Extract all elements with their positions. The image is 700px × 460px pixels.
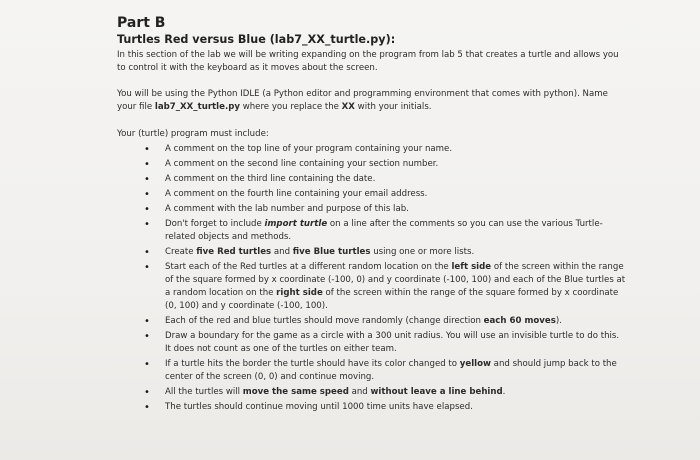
item-bold-text: yellow (459, 359, 491, 369)
item-text: A comment on the second line containing your section number. (165, 159, 439, 169)
item-text: using one or more lists. (370, 247, 475, 257)
item-bold-text: left side (451, 262, 492, 272)
list-item (117, 401, 627, 414)
item-bold-text: move the same speed (242, 387, 349, 397)
bullet-icon: • (144, 174, 150, 185)
item-text: Draw a boundary for the game as a circle with a 300 unit radius. You will use an invisible turtle to do this. It does not count as one of the turtles on either team. (165, 331, 620, 354)
idle-text-middle: where you replace the (239, 102, 342, 112)
item-text: A comment on the third line containing the date. (165, 174, 376, 184)
item-bold-text: right side (276, 288, 323, 298)
list-item (117, 315, 627, 328)
item-text: of the screen within the range of the square formed by x coordinate (0, 100) and y coordinate (-100, 100). (165, 288, 619, 311)
item-text: and (348, 387, 371, 397)
list-item (117, 330, 627, 356)
item-text: Create (165, 247, 197, 257)
list-item (117, 203, 627, 216)
idle-text-prefix: You will be using the Python IDLE (a Python editor and programming environment that comes with python). Name your file (117, 89, 608, 112)
item-text: If a turtle hits the border the turtle should have its color changed to (165, 359, 460, 369)
list-item (117, 218, 627, 244)
bullet-icon: • (144, 262, 150, 273)
item-text: and (271, 247, 293, 257)
idle-paragraph (117, 88, 627, 114)
item-text: The turtles should continue moving until 1000 time units have elapsed. (165, 402, 473, 412)
item-text: on a line after the comments so you can use the various Turtle-related objects and methods. (165, 219, 603, 242)
item-bold-text: each 60 moves (483, 316, 556, 326)
part-title: Part B (117, 15, 166, 31)
intro-paragraph: In this section of the lab we will be writing expanding on the program from lab 5 that creates a turtle and allows you to control it with the keyboard as it moves about the screen. (117, 50, 619, 73)
idle-text-suffix: with your initials. (354, 102, 432, 112)
section-heading: Turtles Red versus Blue (lab7_XX_turtle.py): (117, 33, 396, 46)
bullet-icon: • (144, 387, 150, 398)
item-text: All the turtles will (165, 387, 243, 397)
item-bold-text: five Red turtles (196, 247, 272, 257)
bullet-icon: • (144, 247, 150, 258)
item-text: Don't forget to include (165, 219, 265, 229)
bullet-icon: • (144, 159, 150, 170)
list-item (117, 173, 627, 186)
filename-text: lab7_XX_turtle.py (154, 102, 240, 112)
item-text: of the screen within the range of the square formed by x coordinate (-100, 0) and y coordinate (-100, 100) and each of the Blue turtles at a random location on the (165, 262, 626, 298)
list-item (117, 188, 627, 201)
item-text: Start each of the Red turtles at a different random location on the (165, 262, 452, 272)
list-item (117, 358, 627, 384)
item-text: A comment with the lab number and purpose of this lab. (165, 204, 409, 214)
item-text: A comment on the fourth line containing your email address. (165, 189, 428, 199)
bullet-icon: • (144, 189, 150, 200)
must-include-label: Your (turtle) program must include: (117, 129, 269, 139)
item-text: A comment on the top line of your program containing your name. (165, 144, 453, 154)
bullet-icon: • (144, 316, 150, 327)
bullet-icon: • (144, 144, 150, 155)
item-bold-text: import turtle (264, 219, 328, 229)
list-item (117, 246, 627, 259)
list-item (117, 158, 627, 171)
bullet-icon: • (144, 359, 150, 370)
requirements-list (117, 143, 627, 414)
bullet-icon: • (144, 402, 150, 413)
item-bold-text: five Blue turtles (292, 247, 371, 257)
bullet-icon: • (144, 331, 150, 342)
item-text: ). (555, 316, 562, 326)
list-item (117, 261, 627, 313)
bullet-icon: • (144, 204, 150, 215)
item-text: Each of the red and blue turtles should move randomly (change direction (165, 316, 484, 326)
item-text: and should jump back to the center of the screen (0, 0) and continue moving. (165, 359, 617, 382)
list-item (117, 386, 627, 399)
item-bold-text: without leave a line behind (370, 387, 503, 397)
item-text: . (502, 387, 506, 397)
list-item (117, 143, 627, 156)
xx-text: XX (341, 102, 355, 112)
document-content (117, 14, 627, 416)
bullet-icon: • (144, 219, 150, 230)
